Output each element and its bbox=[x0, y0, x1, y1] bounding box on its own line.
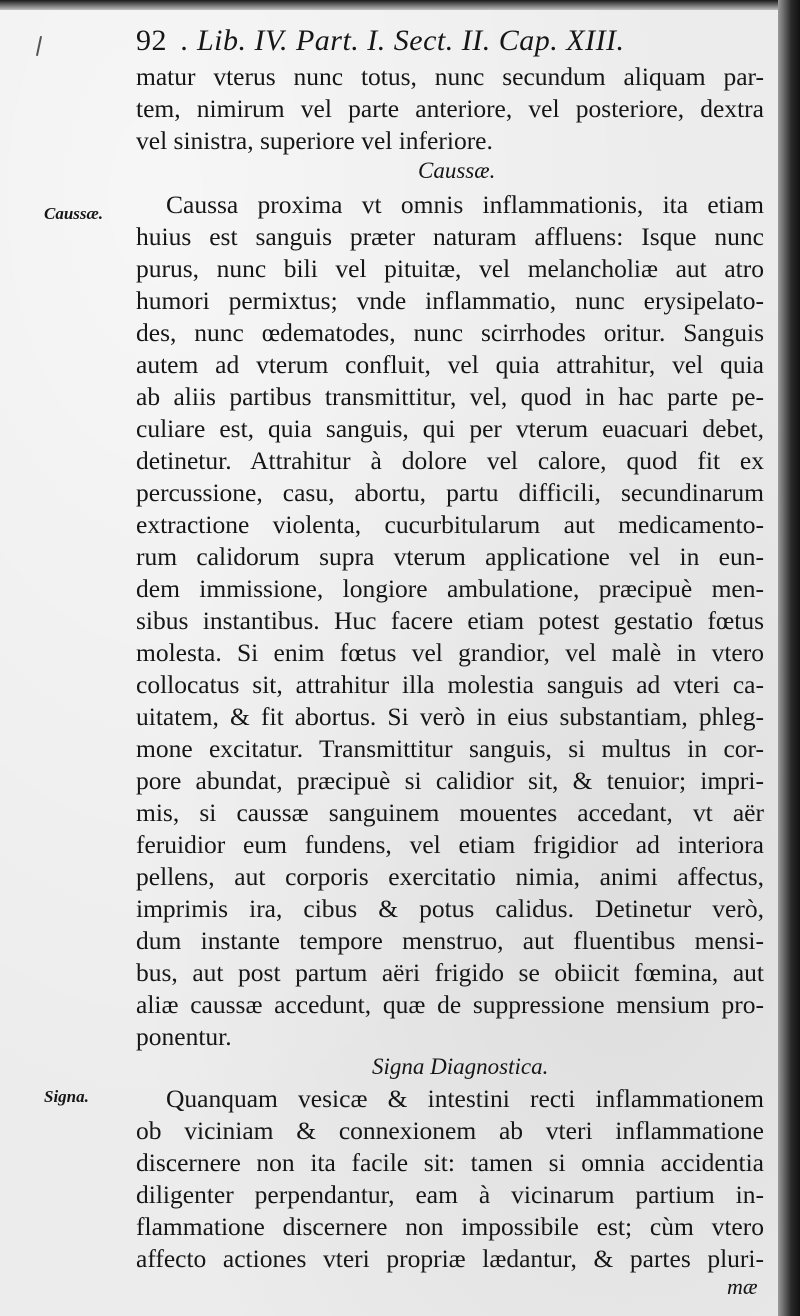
text-line: Quanquam vesicæ & intestini recti inflammationem bbox=[166, 1084, 764, 1113]
running-header bbox=[136, 24, 756, 64]
text-line: pore abundat, præcipuè si calidior sit, & tenuior; impri- bbox=[136, 766, 764, 795]
text-line: imprimis ira, cibus & potus calidus. Detinetur verò, bbox=[136, 894, 764, 923]
text-line: purus, nunc bili vel pituitæ, vel melancholiæ aut atro bbox=[136, 254, 764, 283]
text-line: molesta. Si enim fœtus vel grandior, vel malè in vtero bbox=[136, 638, 764, 667]
text-line: mis, si caussæ sanguinem mouentes accedant, vt aër bbox=[136, 798, 764, 827]
running-title: . Lib. IV. Part. I. Sect. II. Cap. XIII. bbox=[181, 24, 625, 57]
text-line: discernere non ita facile sit: tamen si omnia accidentia bbox=[136, 1148, 764, 1177]
text-line: vel sinistra, superiore vel inferiore. bbox=[136, 126, 493, 155]
text-line: flammatione discernere non impossibile est; cùm vtero bbox=[136, 1212, 764, 1241]
text-line: extractione violenta, cucurbitularum aut medicamento- bbox=[136, 510, 764, 539]
text-line: feruidior eum fundens, vel etiam frigidior ad interiora bbox=[136, 830, 764, 859]
text-line: uitatem, & fit abortus. Si verò in eius substantiam, phleg- bbox=[136, 702, 764, 731]
text-line: culiare est, quia sanguis, qui per vterum euacuari debet, bbox=[136, 414, 764, 443]
text-line: collocatus sit, attrahitur illa molestia sanguis ad vteri ca- bbox=[136, 670, 764, 699]
text-line: dem immissione, longiore ambulatione, præcipuè men- bbox=[136, 574, 764, 603]
text-line: rum calidorum supra vterum applicatione vel in eun- bbox=[136, 542, 764, 571]
text-line: detinetur. Attrahitur à dolore vel calore, quod fit ex bbox=[136, 446, 764, 475]
text-line: aliæ caussæ accedunt, quæ de suppressione mensium pro- bbox=[136, 990, 764, 1019]
page-top-shadow bbox=[0, 0, 800, 10]
pencil-mark bbox=[36, 36, 42, 56]
page-number: 92 bbox=[136, 24, 167, 57]
text-line: Caussa proxima vt omnis inflammationis, ita etiam bbox=[166, 190, 764, 219]
text-line: mone excitatur. Transmittitur sanguis, si multus in cor- bbox=[136, 734, 764, 763]
text-line: ponentur. bbox=[136, 1022, 232, 1051]
text-line: sibus instantibus. Huc facere etiam potest gestatio fœtus bbox=[136, 606, 764, 635]
text-line: bus, aut post partum aëri frigido se obiicit fœmina, aut bbox=[136, 958, 764, 987]
section-heading-causae: Caussæ. bbox=[418, 158, 496, 183]
text-line: autem ad vterum confluit, vel quia attrahitur, vel quia bbox=[136, 350, 764, 379]
text-line: matur vterus nunc totus, nunc secundum aliquam par- bbox=[136, 62, 764, 91]
text-line: humori permixtus; vnde inflammatio, nunc erysipelato- bbox=[136, 286, 764, 315]
page-right-shadow bbox=[778, 0, 800, 1316]
text-line: dum instante tempore menstruo, aut fluentibus mensi- bbox=[136, 926, 764, 955]
text-line: ob viciniam & connexionem ab vteri inflammatione bbox=[136, 1116, 764, 1145]
catchword: mæ bbox=[727, 1274, 758, 1299]
text-line-spacer bbox=[136, 1212, 764, 1242]
text-line: des, nunc œdematodes, nunc scirrhodes oritur. Sanguis bbox=[136, 318, 764, 347]
margin-note-causae: Caussæ. bbox=[44, 204, 104, 223]
text-line: huius est sanguis præter naturam affluens: Isque nunc bbox=[136, 222, 764, 251]
text-line: pellens, aut corporis exercitatio nimia, animi affectus, bbox=[136, 862, 764, 891]
text-line: diligenter perpendantur, eam à vicinarum partium in- bbox=[136, 1180, 764, 1209]
margin-note-signa: Signa. bbox=[44, 1087, 89, 1106]
section-heading-signa: Signa Diagnostica. bbox=[372, 1054, 549, 1079]
text-line: ab aliis partibus transmittitur, vel, quod in hac parte pe- bbox=[136, 382, 764, 411]
text-line: percussione, casu, abortu, partu difficili, secundinarum bbox=[136, 478, 764, 507]
text-line: affecto actiones vteri propriæ lædantur, & partes pluri- bbox=[136, 1244, 764, 1273]
text-line: tem, nimirum vel parte anteriore, vel posteriore, dextra bbox=[136, 94, 764, 123]
